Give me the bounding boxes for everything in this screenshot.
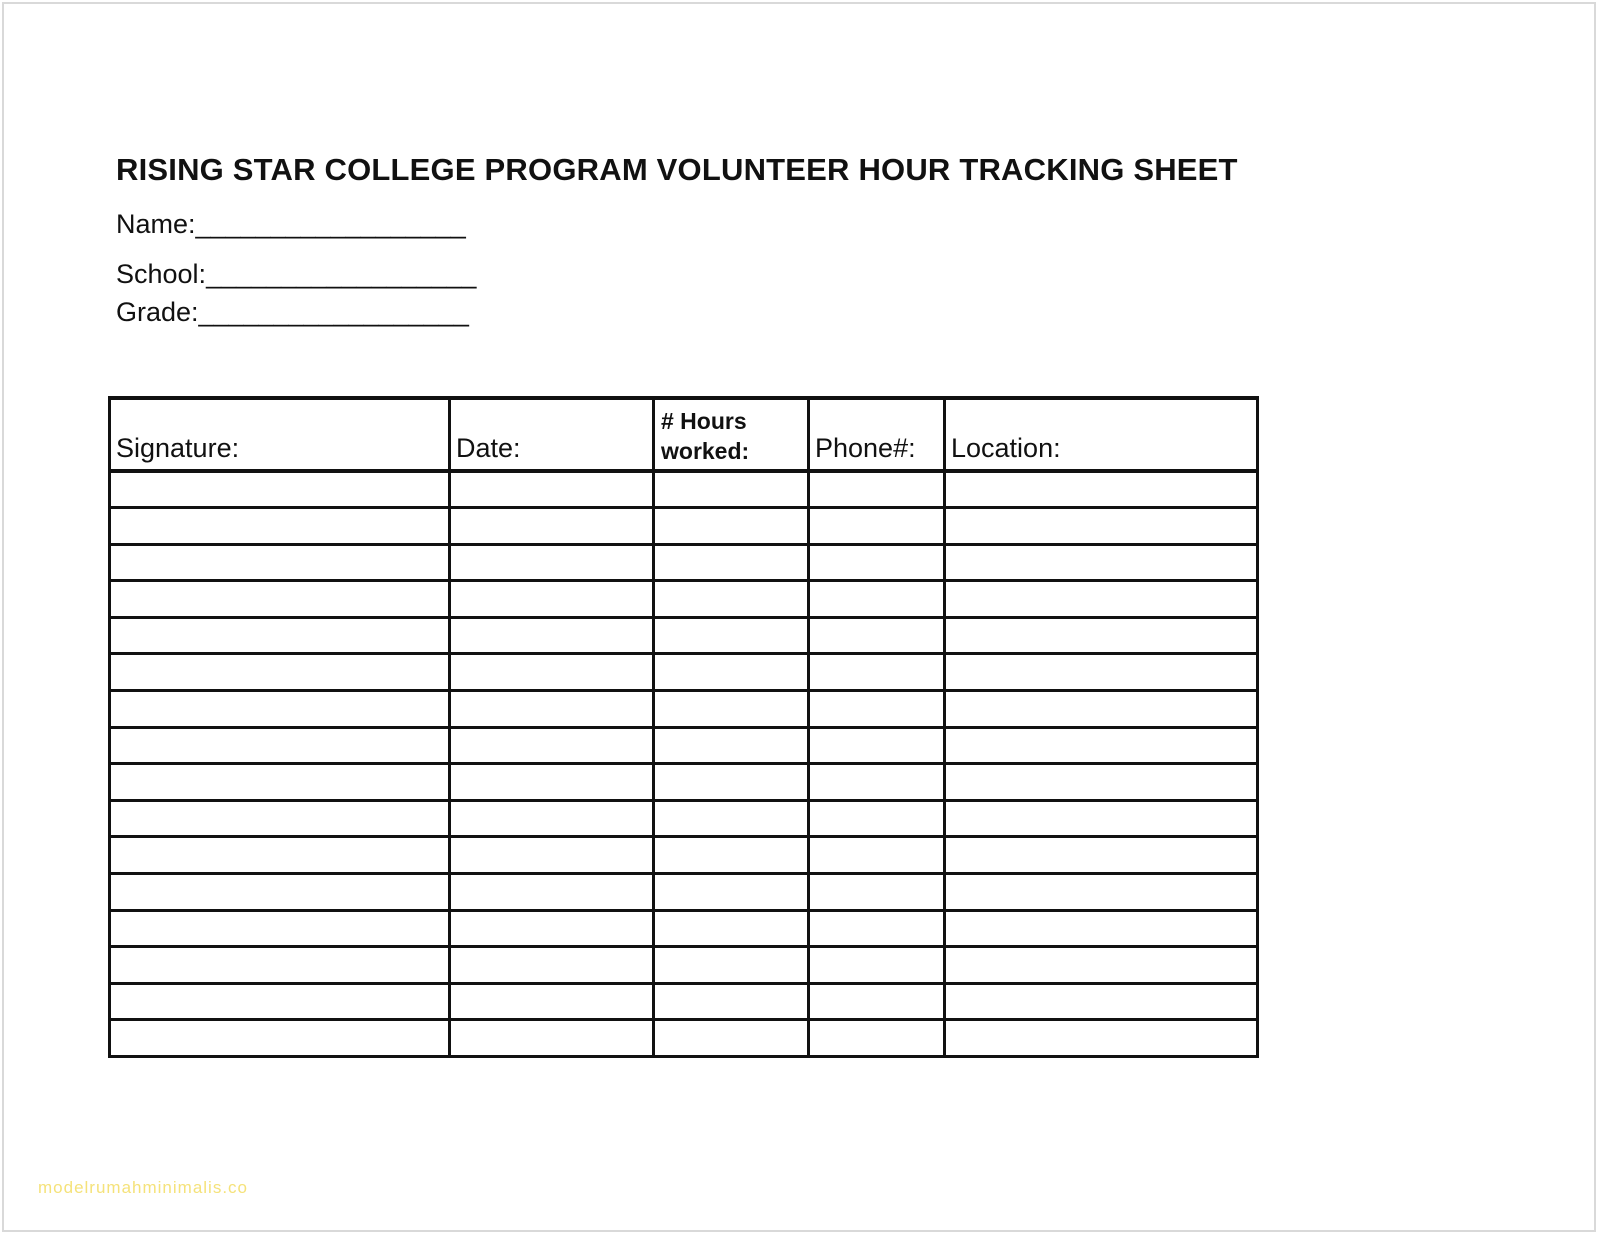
date-cell [450,800,654,837]
phone-cell [809,727,945,764]
table-row [110,1020,1258,1057]
location-cell [945,581,1258,618]
signature-cell [110,544,450,581]
phone-cell [809,471,945,508]
school-blank-line: __________________ [206,259,477,289]
date-cell [450,1020,654,1057]
table-row [110,837,1258,874]
hours-cell [654,654,809,691]
hours-cell [654,947,809,984]
date-cell [450,508,654,545]
signature-cell [110,581,450,618]
date-cell [450,983,654,1020]
table-row [110,800,1258,837]
location-cell [945,947,1258,984]
table-row [110,654,1258,691]
header-signature: Signature: [110,398,450,471]
phone-cell [809,544,945,581]
signature-cell [110,800,450,837]
phone-cell [809,1020,945,1057]
table-row [110,691,1258,728]
phone-cell [809,874,945,911]
signature-cell [110,691,450,728]
table-row [110,471,1258,508]
location-cell [945,1020,1258,1057]
hours-cell [654,874,809,911]
phone-cell [809,508,945,545]
table-row [110,910,1258,947]
location-cell [945,874,1258,911]
signature-cell [110,764,450,801]
location-cell [945,910,1258,947]
date-cell [450,874,654,911]
signature-cell [110,837,450,874]
table-row [110,617,1258,654]
phone-cell [809,837,945,874]
tracking-table [108,396,1259,1058]
date-cell [450,910,654,947]
hours-cell [654,837,809,874]
location-cell [945,691,1258,728]
table-row [110,508,1258,545]
phone-cell [809,947,945,984]
table-row [110,727,1258,764]
hours-cell [654,910,809,947]
location-cell [945,727,1258,764]
phone-cell [809,654,945,691]
date-cell [450,691,654,728]
table-row [110,983,1258,1020]
signature-cell [110,910,450,947]
signature-cell [110,617,450,654]
date-cell [450,654,654,691]
location-cell [945,800,1258,837]
date-cell [450,471,654,508]
grade-label: Grade: [116,297,199,327]
location-cell [945,654,1258,691]
hours-cell [654,544,809,581]
phone-cell [809,764,945,801]
table-row [110,544,1258,581]
date-cell [450,727,654,764]
hours-cell [654,617,809,654]
phone-cell [809,691,945,728]
signature-cell [110,508,450,545]
school-label: School: [116,259,207,289]
location-cell [945,983,1258,1020]
hours-cell [654,691,809,728]
header-location: Location: [945,398,1258,471]
location-cell [945,471,1258,508]
signature-cell [110,874,450,911]
date-cell [450,544,654,581]
location-cell [945,508,1258,545]
table-row [110,581,1258,618]
document-title: RISING STAR COLLEGE PROGRAM VOLUNTEER HOUR TRACKING SHEET [116,152,1238,187]
grade-blank-line: __________________ [198,297,469,327]
name-field [116,209,466,240]
location-cell [945,544,1258,581]
table-header-row [110,398,1258,471]
signature-cell [110,947,450,984]
hours-cell [654,727,809,764]
hours-cell [654,983,809,1020]
hours-cell [654,764,809,801]
date-cell [450,581,654,618]
table-row [110,874,1258,911]
signature-cell [110,727,450,764]
hours-cell [654,471,809,508]
phone-cell [809,800,945,837]
hours-cell [654,581,809,618]
phone-cell [809,581,945,618]
date-cell [450,947,654,984]
school-field [116,259,476,290]
location-cell [945,617,1258,654]
date-cell [450,617,654,654]
name-label: Name: [116,209,196,239]
hours-cell [654,508,809,545]
signature-cell [110,471,450,508]
hours-cell [654,800,809,837]
date-cell [450,764,654,801]
signature-cell [110,654,450,691]
date-cell [450,837,654,874]
header-phone: Phone#: [809,398,945,471]
table-row [110,947,1258,984]
table-body [110,471,1258,1057]
signature-cell [110,983,450,1020]
location-cell [945,764,1258,801]
header-hours-worked: # Hours worked: [654,398,809,471]
phone-cell [809,617,945,654]
watermark: modelrumahminimalis.co [38,1178,249,1197]
hours-cell [654,1020,809,1057]
grade-field [116,297,469,328]
location-cell [945,837,1258,874]
header-date: Date: [450,398,654,471]
phone-cell [809,910,945,947]
signature-cell [110,1020,450,1057]
phone-cell [809,983,945,1020]
name-blank-line: __________________ [195,209,466,239]
table-row [110,764,1258,801]
